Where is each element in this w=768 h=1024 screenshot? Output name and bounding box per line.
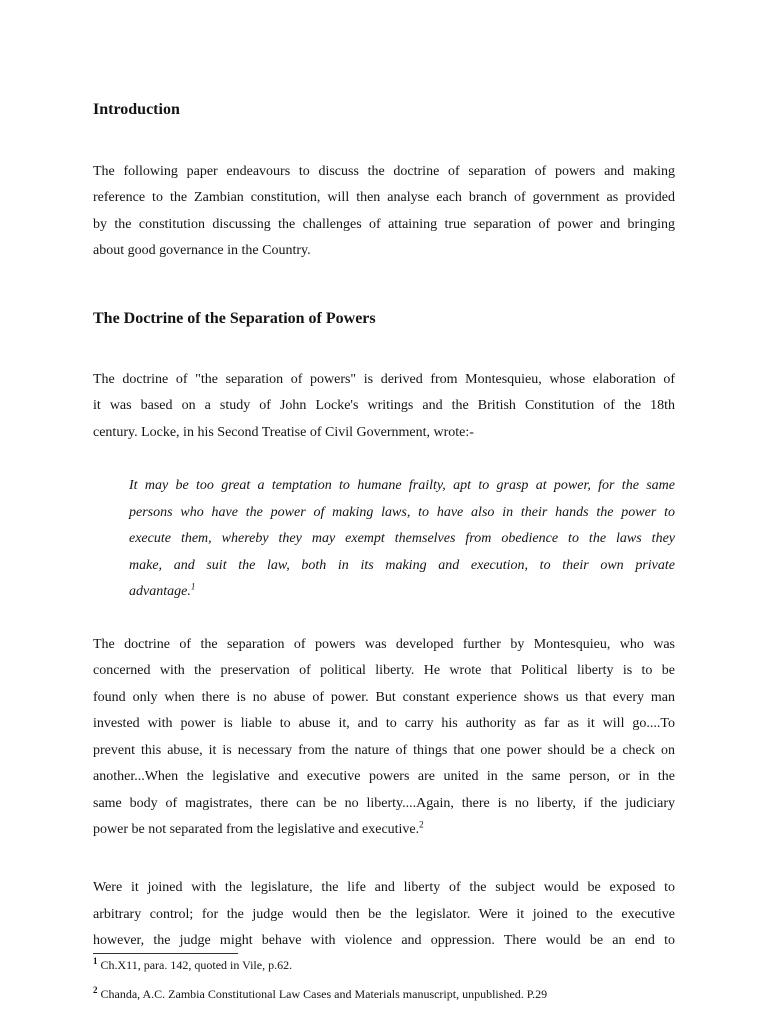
judge-line: however, the judge might behave with violence and oppression. There would be an end to <box>93 933 675 948</box>
montesquieu-line-last <box>93 821 675 839</box>
montesquieu-line: The doctrine of the separation of powers was developed further by Montesquieu, who was <box>93 637 675 652</box>
footnote-number: 2 <box>93 985 98 995</box>
quote-line: persons who have the power of making laws, to have also in their hands the power to <box>129 505 675 520</box>
quote-line: make, and suit the law, both in its making and execution, to their own private <box>129 558 675 573</box>
judge-line: arbitrary control; for the judge would then be the legislator. Were it joined to the executive <box>93 907 675 922</box>
intro-line: about good governance in the Country. <box>93 243 311 258</box>
montesquieu-line: prevent this abuse, it is necessary from the nature of things that one power should be a check on <box>93 743 675 758</box>
quote-line: It may be too great a temptation to humane frailty, apt to grasp at power, for the same <box>129 478 675 493</box>
intro-line: by the constitution discussing the challenges of attaining true separation of power and bringing <box>93 217 675 232</box>
footnote-2 <box>93 987 547 1001</box>
montesquieu-line: concerned with the preservation of political liberty. He wrote that Political liberty is to be <box>93 663 675 678</box>
doctrine-line: The doctrine of "the separation of powers" is derived from Montesquieu, whose elaboration of <box>93 372 675 387</box>
footnote-divider <box>93 953 238 954</box>
footnote-number: 1 <box>93 956 98 966</box>
footnote-ref-1[interactable]: 1 <box>190 581 196 592</box>
heading-introduction: Introduction <box>93 101 180 118</box>
intro-line: The following paper endeavours to discuss the doctrine of separation of powers and making <box>93 164 675 179</box>
quote-line: execute them, whereby they may exempt themselves from obedience to the laws they <box>129 531 675 546</box>
doctrine-line: it was based on a study of John Locke's writings and the British Constitution of the 18th <box>93 398 675 413</box>
judge-line: Were it joined with the legislature, the life and liberty of the subject would be exposed to <box>93 880 675 895</box>
montesquieu-line: invested with power is liable to abuse it, and to carry his authority as far as it will go....To <box>93 716 675 731</box>
doctrine-line: century. Locke, in his Second Treatise of Civil Government, wrote:- <box>93 425 474 440</box>
footnote-text: Chanda, A.C. Zambia Constitutional Law Cases and Materials manuscript, unpublished. P.29 <box>100 987 548 1001</box>
footnote-ref-2[interactable]: 2 <box>419 819 424 830</box>
montesquieu-line: found only when there is no abuse of power. But constant experience shows us that every man <box>93 690 675 705</box>
footnote-1 <box>93 958 292 972</box>
quote-line-text: advantage. <box>129 584 191 599</box>
footnote-text: Ch.X11, para. 142, quoted in Vile, p.62. <box>100 958 293 972</box>
montesquieu-line-text: power be not separated from the legislative and executive. <box>93 822 420 837</box>
intro-line: reference to the Zambian constitution, will then analyse each branch of government as provided <box>93 190 675 205</box>
heading-doctrine: The Doctrine of the Separation of Powers <box>93 310 376 327</box>
quote-line-last <box>129 583 675 601</box>
montesquieu-line: another...When the legislative and executive powers are united in the same person, or in the <box>93 769 675 784</box>
montesquieu-line: same body of magistrates, there can be no liberty....Again, there is no liberty, if the judiciary <box>93 796 675 811</box>
